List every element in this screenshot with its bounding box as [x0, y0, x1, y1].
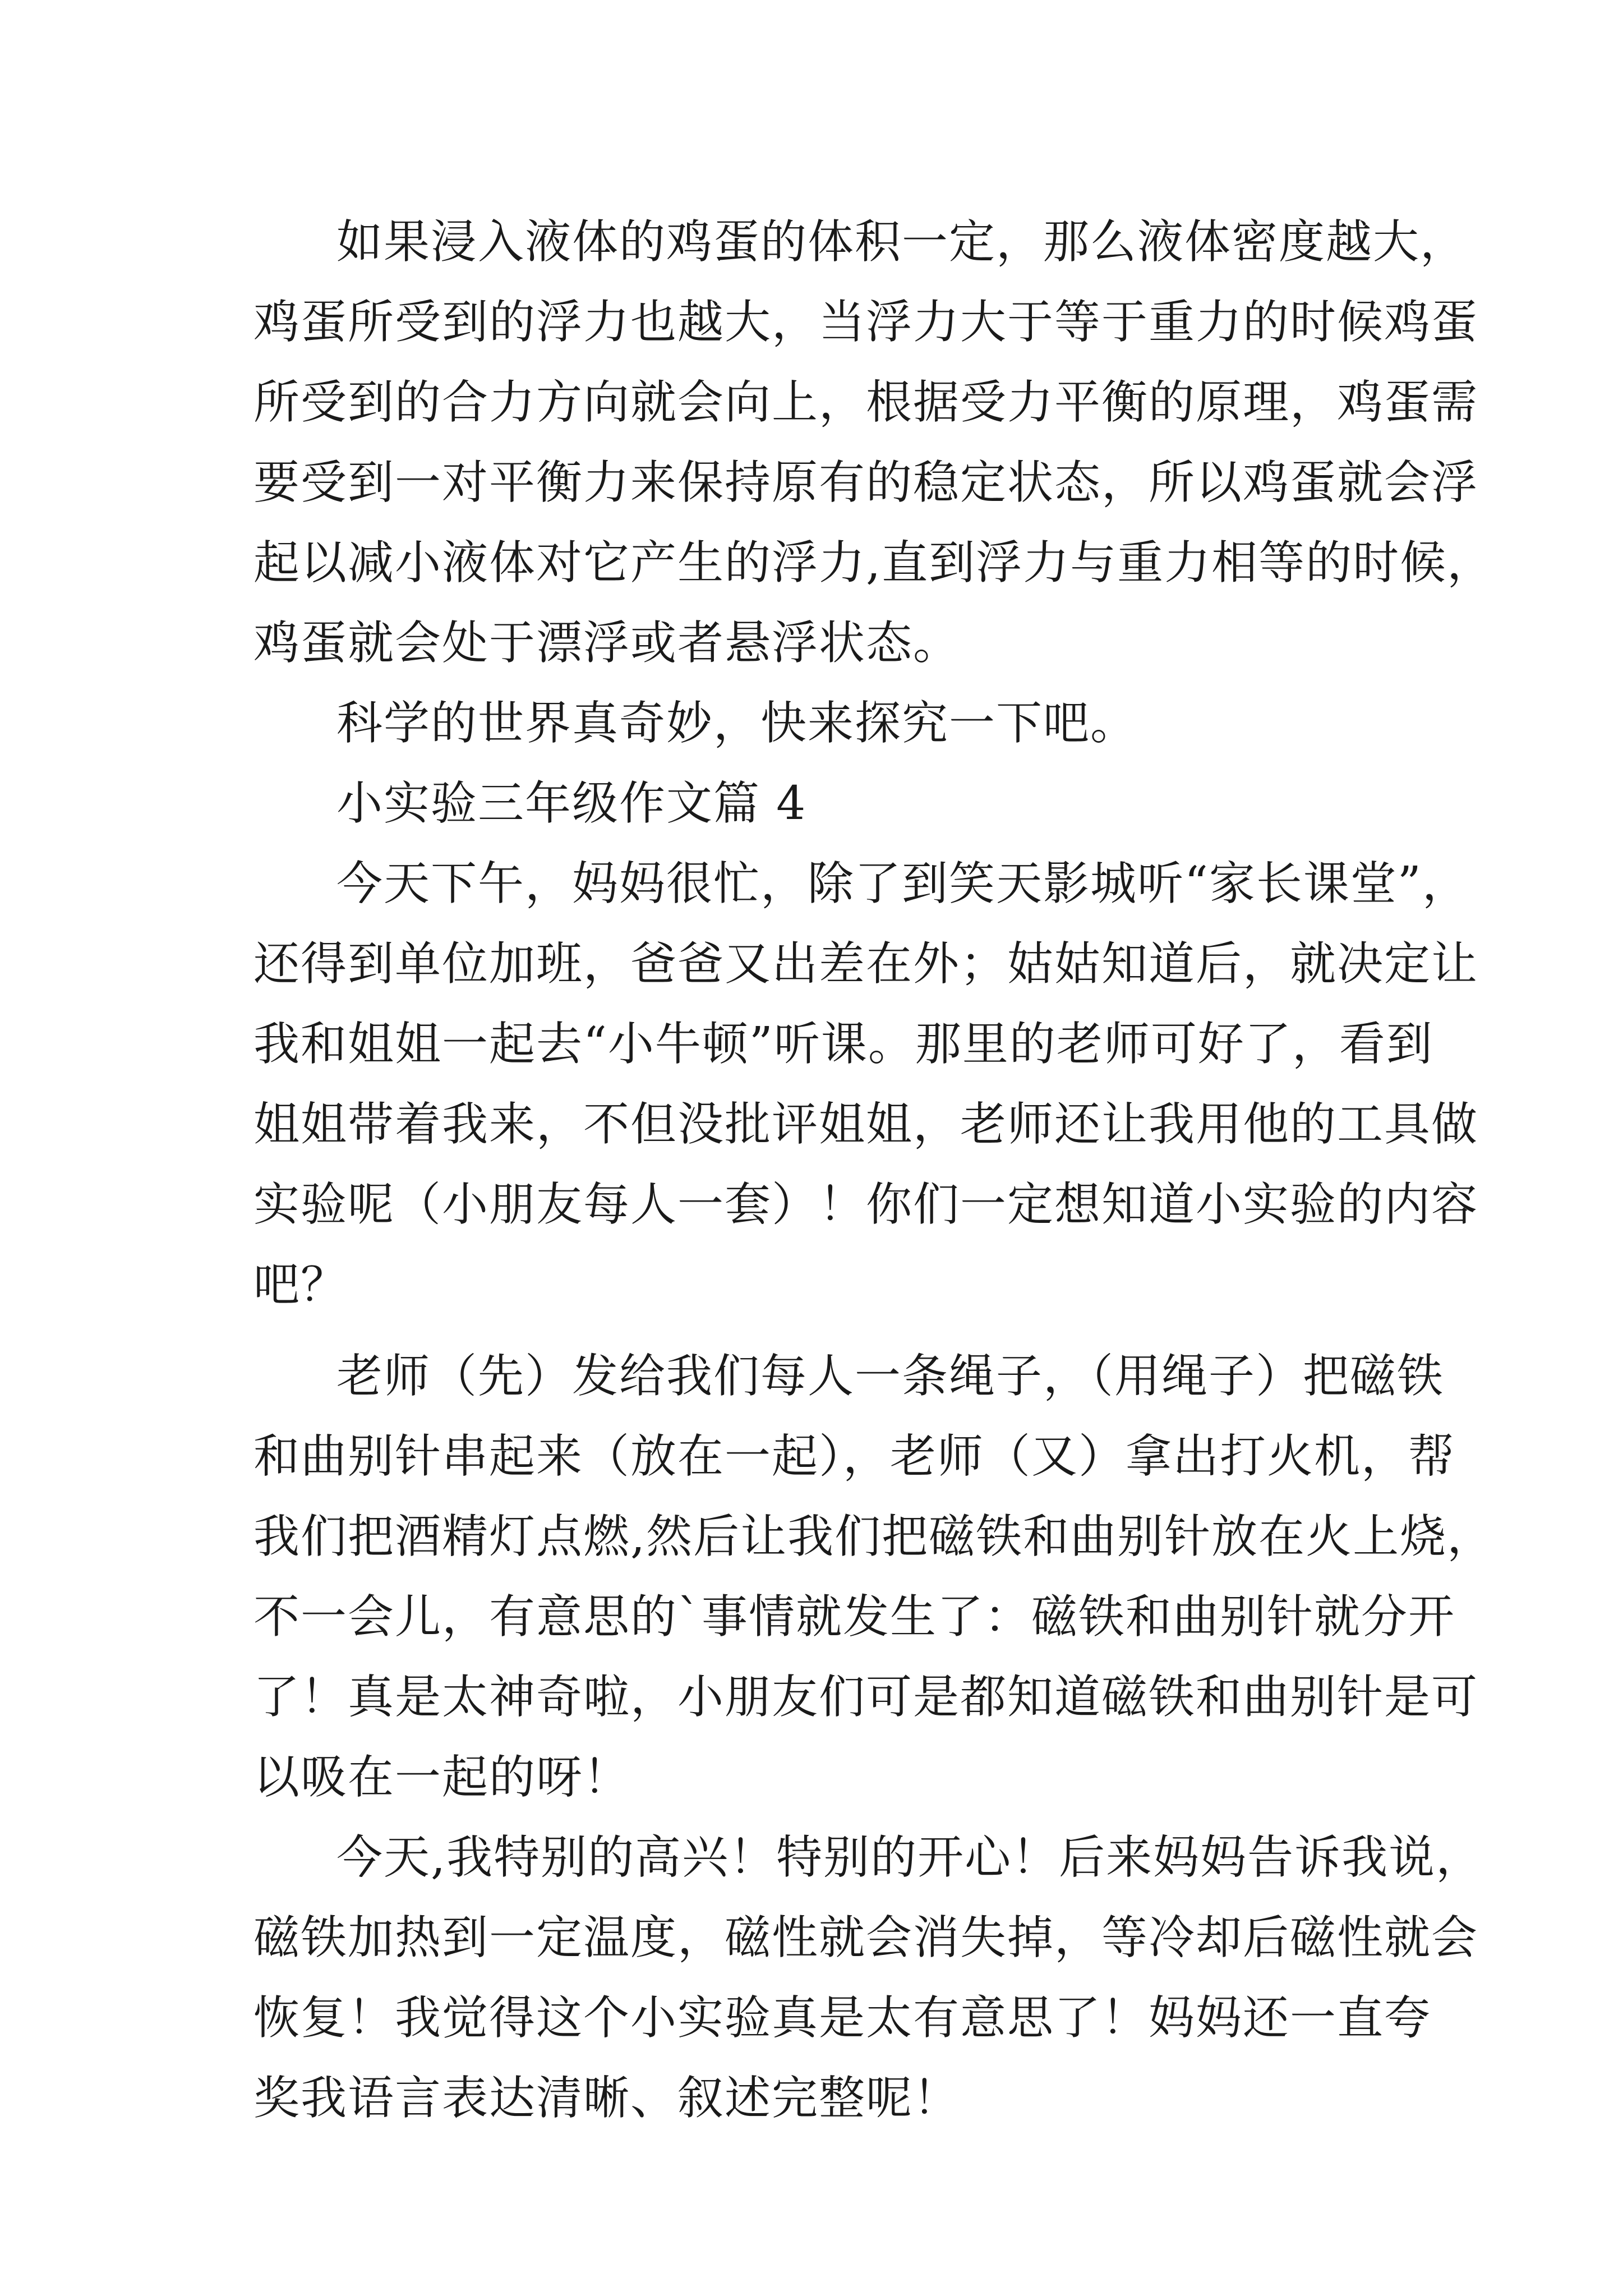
paragraph-line: 不一会儿，有意思的`事情就发生了：磁铁和曲别针就分开	[253, 1590, 1456, 1644]
section-heading	[253, 763, 1381, 844]
paragraph-line: 所受到的合力方向就会向上，根据受力平衡的原理，鸡蛋需	[253, 376, 1479, 429]
paragraph-line: 吧？	[253, 1258, 348, 1312]
paragraph-line: 以吸在一起的呀！	[253, 1751, 631, 1804]
paragraph-line: 鸡蛋就会处于漂浮或者悬浮状态。	[253, 616, 961, 670]
paragraph-egg-buoyancy	[253, 202, 1495, 683]
paragraph-line: 今天下午，妈妈很忙，除了到笑天影城听“家长课堂”，	[336, 857, 1469, 910]
paragraph-line: 姐姐带着我来，不但没批评姐姐，老师还让我用他的工具做	[253, 1098, 1479, 1151]
paragraph-line: 科学的世界真奇妙，快来探究一下吧。	[336, 697, 1138, 750]
paragraph-closing-remark	[253, 683, 1381, 763]
paragraph-magnet-experiment	[253, 1336, 1495, 1818]
paragraph-line: 今天,我特别的高兴！特别的开心！后来妈妈告诉我说，	[336, 1831, 1483, 1884]
document-body	[253, 202, 1495, 2138]
paragraph-conclusion	[253, 1818, 1483, 2138]
paragraph-line: 了！真是太神奇啦，小朋友们可是都知道磁铁和曲别针是可	[253, 1671, 1479, 1724]
paragraph-line: 我们把酒精灯点燃,然后让我们把磁铁和曲别针放在火上烧，	[253, 1510, 1495, 1563]
paragraph-line: 和曲别针串起来（放在一起），老师（又）拿出打火机，帮	[253, 1430, 1456, 1483]
paragraph-line: 奖我语言表达清晰、叙述完整呢！	[253, 2072, 961, 2125]
paragraph-line: 要受到一对平衡力来保持原有的稳定状态，所以鸡蛋就会浮	[253, 456, 1479, 509]
paragraph-line: 鸡蛋所受到的浮力也越大，当浮力大于等于重力的时候鸡蛋	[253, 296, 1479, 349]
paragraph-afternoon-class	[253, 844, 1479, 1325]
section-title: 小实验三年级作文篇 4	[336, 777, 807, 830]
paragraph-line: 老师（先）发给我们每人一条绳子，（用绳子）把磁铁	[336, 1350, 1445, 1403]
paragraph-line: 磁铁加热到一定温度，磁性就会消失掉，等冷却后磁性就会	[253, 1911, 1479, 1964]
paragraph-line: 实验呢（小朋友每人一套）！你们一定想知道小实验的内容	[253, 1178, 1479, 1231]
paragraph-line: 如果浸入液体的鸡蛋的体积一定，那么液体密度越大，	[336, 215, 1468, 269]
paragraph-line: 还得到单位加班，爸爸又出差在外；姑姑知道后，就决定让	[253, 937, 1479, 991]
paragraph-line: 我和姐姐一起去“小牛顿”听课。那里的老师可好了，看到	[253, 1018, 1433, 1071]
paragraph-line: 起以减小液体对它产生的浮力,直到浮力与重力相等的时候，	[253, 536, 1495, 590]
paragraph-line: 恢复！我觉得这个小实验真是太有意思了！妈妈还一直夸	[253, 1991, 1432, 2045]
